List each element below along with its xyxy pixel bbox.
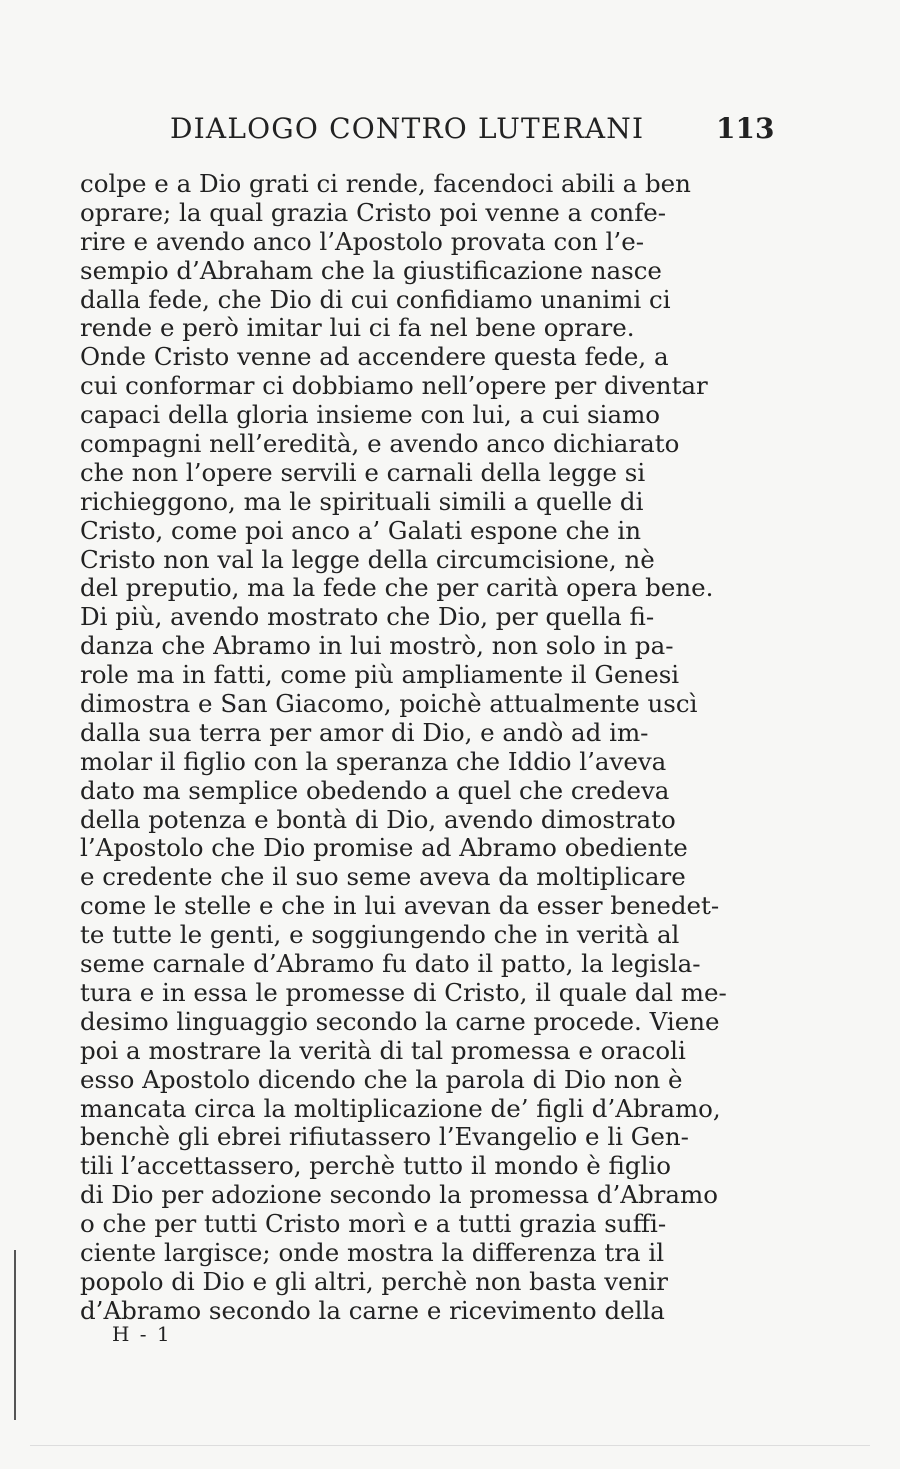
text-line: desimo linguaggio secondo la carne procede. Viene: [80, 1007, 720, 1036]
text-line: dalla sua terra per amor di Dio, e andò ad im-: [80, 718, 649, 747]
text-line: Cristo non val la legge della circumcisione, nè: [80, 545, 655, 574]
text-line: compagni nell’eredità, e avendo anco dichiarato: [80, 430, 680, 459]
page-number: 113: [716, 112, 775, 145]
text-line: l’Apostolo che Dio promise ad Abramo obediente: [80, 834, 688, 863]
text-line: Onde Cristo venne ad accendere questa fede, a: [80, 343, 669, 372]
text-line: di Dio per adozione secondo la promessa d’Abramo: [80, 1181, 718, 1210]
text-line: che non l’opere servili e carnali della legge si: [80, 458, 646, 487]
text-line: benchè gli ebrei rifiutassero l’Evangelio e li Gen-: [80, 1123, 689, 1152]
text-line: d’Abramo secondo la carne e ricevimento della: [80, 1296, 665, 1325]
running-header: [170, 112, 775, 156]
text-line: tura e in essa le promesse di Cristo, il quale dal me-: [80, 978, 727, 1007]
text-line: Cristo, come poi anco a’ Galati espone che in: [80, 516, 641, 545]
text-line: te tutte le genti, e soggiungendo che in verità al: [80, 921, 680, 950]
page-edge-mark: [14, 1250, 16, 1420]
text-line: come le stelle e che in lui avevan da esser benedet-: [80, 892, 720, 921]
text-line: della potenza e bontà di Dio, avendo dimostrato: [80, 805, 676, 834]
text-line: rende e però imitar lui ci fa nel bene oprare.: [80, 314, 635, 343]
text-line: dalla fede, che Dio di cui confidiamo unanimi ci: [80, 285, 671, 314]
text-line: cui conformar ci dobbiamo nell’opere per diventar: [80, 372, 708, 401]
text-line: poi a mostrare la verità di tal promessa e oracoli: [80, 1036, 686, 1065]
text-line: rire e avendo anco l’Apostolo provata con l’e-: [80, 227, 644, 256]
text-line: o che per tutti Cristo morì e a tutti grazia suffi-: [80, 1210, 667, 1239]
text-line: esso Apostolo dicendo che la parola di Dio non è: [80, 1065, 683, 1094]
text-line: molar il figlio con la speranza che Iddio l’aveva: [80, 747, 667, 776]
text-line: colpe e a Dio grati ci rende, facendoci abili a ben: [80, 170, 691, 198]
body-text: [80, 170, 768, 1326]
text-line: capaci della gloria insieme con lui, a cui siamo: [80, 401, 661, 430]
text-line: dimostra e San Giacomo, poichè attualmente uscì: [80, 690, 698, 719]
text-line: dato ma semplice obedendo a quel che credeva: [80, 776, 670, 805]
page-bottom-edge: [30, 1445, 870, 1446]
text-line: seme carnale d’Abramo fu dato il patto, la legisla-: [80, 950, 701, 979]
text-line: Di più, avendo mostrato che Dio, per quella fi-: [80, 603, 655, 632]
text-line: del preputio, ma la fede che per carità opera bene.: [80, 574, 714, 603]
text-line: role ma in fatti, come più ampliamente il Genesi: [80, 661, 680, 690]
text-line: ciente largisce; onde mostra la differenza tra il: [80, 1238, 665, 1267]
text-line: mancata circa la moltiplicazione de’ figli d’Abramo,: [80, 1094, 721, 1123]
text-line: richieggono, ma le spirituali simili a quelle di: [80, 487, 644, 516]
printer-signature: H - 1: [112, 1322, 172, 1346]
text-line: sempio d’Abraham che la giustificazione nasce: [80, 256, 662, 285]
header-title: DIALOGO CONTRO LUTERANI: [170, 112, 645, 145]
text-line: danza che Abramo in lui mostrò, non solo in pa-: [80, 632, 674, 661]
text-line: popolo di Dio e gli altri, perchè non basta venir: [80, 1267, 668, 1296]
text-line: oprare; la qual grazia Cristo poi venne a confe-: [80, 198, 667, 227]
text-line: e credente che il suo seme aveva da moltiplicare: [80, 863, 686, 892]
text-line: tili l’accettassero, perchè tutto il mondo è figlio: [80, 1152, 672, 1181]
